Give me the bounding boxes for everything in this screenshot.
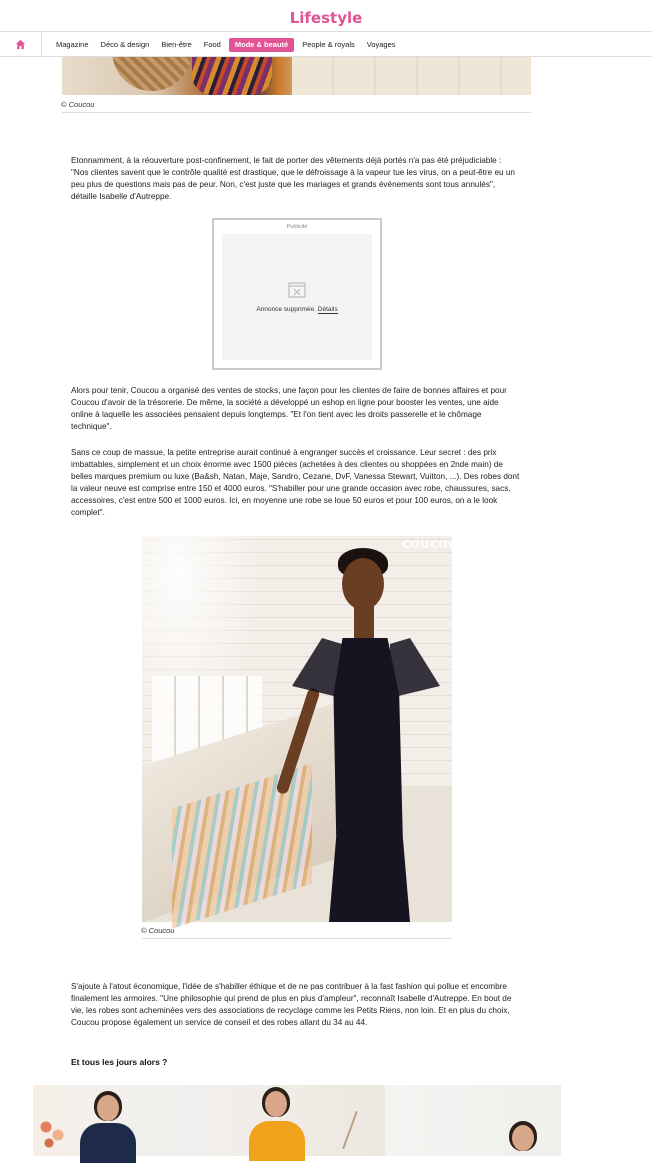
article-paragraph-4: S'ajoute à l'atout économique, l'idée de s'habiller éthique et de ne pas contribuer à la fast fashion qui pollue et encombre finalement les armoires. "Une philosophie qui prend de plus en plus d'ampleur", reconnaît Isabelle d'Autreppe. En bout de vie, les robes sont acheminées vers des associations de recyclage comme les Petits Riens, non loin. Et en plus du choix, Coucou propose également un service de conseil et des robes allant du 34 au 44. [71,982,512,1027]
article-paragraph-3: Sans ce coup de massue, la petite entreprise aurait continué à engranger succès et croissance. Leur secret : des prix imbattables, simplement et un choix énorme avec 1500 pièces (achetées à des clientes ou shoppées en 2nde main) de belles marques premium ou luxe (Ba&sh, Natan, Maje, Sandro, Cezane, DvF, Vanessa Stewart, Vuitton, ...). Des robes dont la valeur neuve est comprise entre 150 et 4000 euros. "S'habiller pour une grande occasion avec robe, chaussures, sacs, accessoires, c'est entre 500 et 1000 euros. Ici, en moyenne une robe se loue 50 euros et pour 100 euros, on a le look complet". [71,448,520,517]
nav-item-bien-etre[interactable]: Bien-être [161,39,192,49]
site-header [0,0,652,57]
article-paragraph-2: Alors pour tenir, Coucou a organisé des ventes de stocks, une façon pour les clientes de faire de bonnes affaires et pour Coucou d'avoir de la trésorerie. De même, la société a développé un eshop en ligne pour booster les ventes, une aide online à laquelle les associées pensaient depuis longtemps. "Et l'on tient avec les droits passerelle et le chômage technique". [71,386,507,431]
nav-items [42,38,402,52]
article-paragraph-1: Etonnamment, à la réouverture post-confinement, le fait de porter des vêtements déjà portés n'a pas été préjudiciable : "Nos clientes savent que le contrôle qualité est drastique, que le défroissage à la vapeur tue les virus, on a peut-être eu un peu plus de questions mais pas de peur. Non, c'est juste que les mariages et grands événements sont tous annulés", détaille Isabelle d'Autreppe. [71,156,515,201]
flowers-decoration [37,1115,67,1155]
gallery-image-1[interactable] [33,1085,209,1156]
nav-item-people-royals[interactable]: People & royals [302,39,355,49]
nav-item-food[interactable]: Food [203,39,221,49]
article-image-top [62,57,531,95]
floor-shape [292,57,531,95]
brand-logo[interactable]: Lifestyle [289,9,363,27]
person-head [97,1095,119,1121]
main-nav [0,31,652,57]
image-caption-2: © Coucou [141,926,175,935]
ad-placeholder [222,234,372,360]
nav-item-voyages[interactable]: Voyages [366,39,396,49]
article-photo-dress [142,536,458,922]
patterned-dress-shape [192,57,272,95]
nav-item-mode-beaute[interactable]: Mode & beauté [229,38,294,52]
caption-divider-1 [62,112,531,113]
person-top [249,1121,305,1161]
nav-item-magazine[interactable]: Magazine [56,39,89,49]
ad-details-link[interactable]: Détails [317,306,338,313]
image-caption-1: © Coucou [61,100,95,109]
nav-item-deco-design[interactable]: Déco & design [100,39,150,49]
ad-removed-message [222,306,372,313]
shop-sign: coucou [402,536,458,552]
person-top [80,1123,136,1163]
photo-gallery [33,1085,561,1156]
home-icon [15,39,26,50]
gallery-image-2[interactable] [209,1085,385,1156]
gallery-image-3[interactable] [385,1085,561,1156]
branch-decoration [342,1111,358,1149]
ad-container [212,218,382,370]
caption-divider-2 [142,938,452,939]
person-head [265,1091,287,1117]
ad-label: Publicité [286,224,308,230]
ad-removed-text: Annonce supprimée. [256,306,316,313]
neck-shape [354,606,374,642]
removed-ad-icon [288,281,306,299]
nav-home-button[interactable] [0,32,42,57]
article-subheading: Et tous les jours alors ? [71,1057,168,1067]
head-shape [342,558,384,610]
person-head [512,1125,534,1151]
